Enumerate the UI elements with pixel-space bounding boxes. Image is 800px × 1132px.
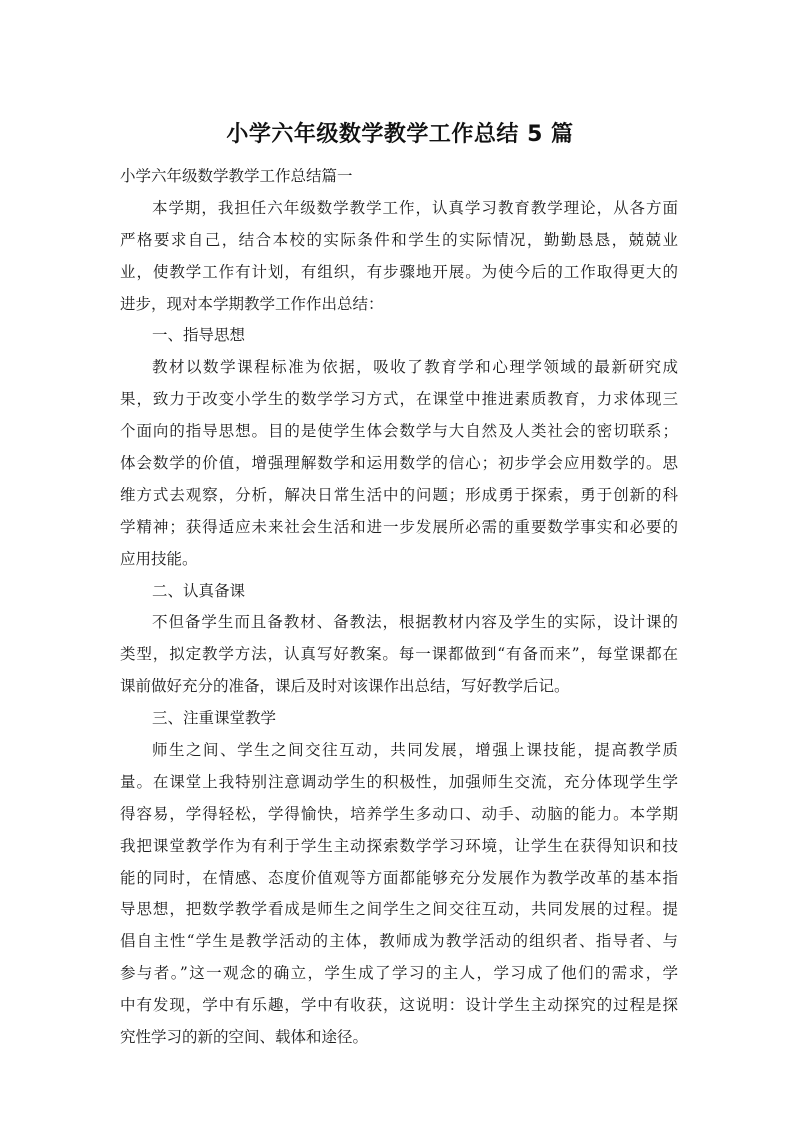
- text-line: 业，使教学工作有计划，有组织，有步骤地开展。为使今后的工作取得更大的: [120, 262, 678, 281]
- text-line: 三、注重课堂教学: [152, 709, 277, 728]
- text-line: 教材以数学课程标准为依据，吸收了教育学和心理学领域的最新研究成: [152, 358, 678, 377]
- text-line: 得容易，学得轻松，学得愉快，培养学生多动口、动手、动脑的能力。本学期: [120, 804, 678, 823]
- text-line: 学精神；获得适应未来社会生活和进一步发展所必需的重要数学事实和必要的: [120, 517, 678, 536]
- text-line: 不但备学生而且备教材、备教法，根据教材内容及学生的实际，设计课的: [152, 613, 678, 632]
- text-line: 进步，现对本学期教学工作作出总结：: [120, 294, 384, 313]
- text-line: 二、认真备课: [152, 581, 246, 600]
- text-line: 个面向的指导思想。目的是使学生体会数学与大自然及人类社会的密切联系；: [120, 422, 678, 441]
- text-line: 严格要求自己，结合本校的实际条件和学生的实际情况，勤勤恳恳，兢兢业: [120, 230, 678, 249]
- text-line: 量。在课堂上我特别注意调动学生的积极性，加强师生交流，充分体现学生学: [120, 772, 678, 791]
- text-line: 维方式去观察，分析，解决日常生活中的问题；形成勇于探索，勇于创新的科: [120, 485, 678, 504]
- text-line: 应用技能。: [120, 549, 198, 568]
- text-line: 一、指导思想: [152, 326, 246, 345]
- text-line: 师生之间、学生之间交往互动，共同发展，增强上课技能，提高教学质: [152, 741, 678, 760]
- text-line: 本学期，我担任六年级数学教学工作，认真学习教育教学理论，从各方面: [152, 198, 678, 217]
- text-line: 类型，拟定教学方法，认真写好教案。每一课都做到“有备而来”，每堂课都在: [120, 645, 678, 664]
- text-line: 倡自主性“学生是教学活动的主体，教师成为教学活动的组织者、指导者、与: [120, 932, 678, 951]
- text-line: 我把课堂教学作为有利于学生主动探索数学学习环境，让学生在获得知识和技: [120, 836, 678, 855]
- text-line: 中有发现，学中有乐趣，学中有收获，这说明：设计学生主动探究的过程是探: [120, 996, 678, 1015]
- text-line: 小学六年级数学教学工作总结篇一: [120, 167, 353, 185]
- text-line: 体会数学的价值，增强理解数学和运用数学的信心；初步学会应用数学的。思: [120, 454, 678, 473]
- document-body: [120, 161, 678, 1054]
- text-line: 果，致力于改变小学生的数学学习方式，在课堂中推进素质教育，力求体现三: [120, 390, 678, 409]
- text-line: 能的同时，在情感、态度价值观等方面都能够充分发展作为教学改革的基本指: [120, 868, 678, 887]
- text-line: 参与者。”这一观念的确立，学生成了学习的主人，学习成了他们的需求，学: [120, 964, 678, 983]
- text-line: 课前做好充分的准备，课后及时对该课作出总结，写好教学后记。: [120, 677, 570, 696]
- text-line: 究性学习的新的空间、载体和途径。: [120, 1028, 369, 1047]
- text-line: 导思想，把数学教学看成是师生之间学生之间交往互动，共同发展的过程。提: [120, 900, 678, 919]
- document-title: 小学六年级数学教学工作总结 5 篇: [226, 122, 574, 147]
